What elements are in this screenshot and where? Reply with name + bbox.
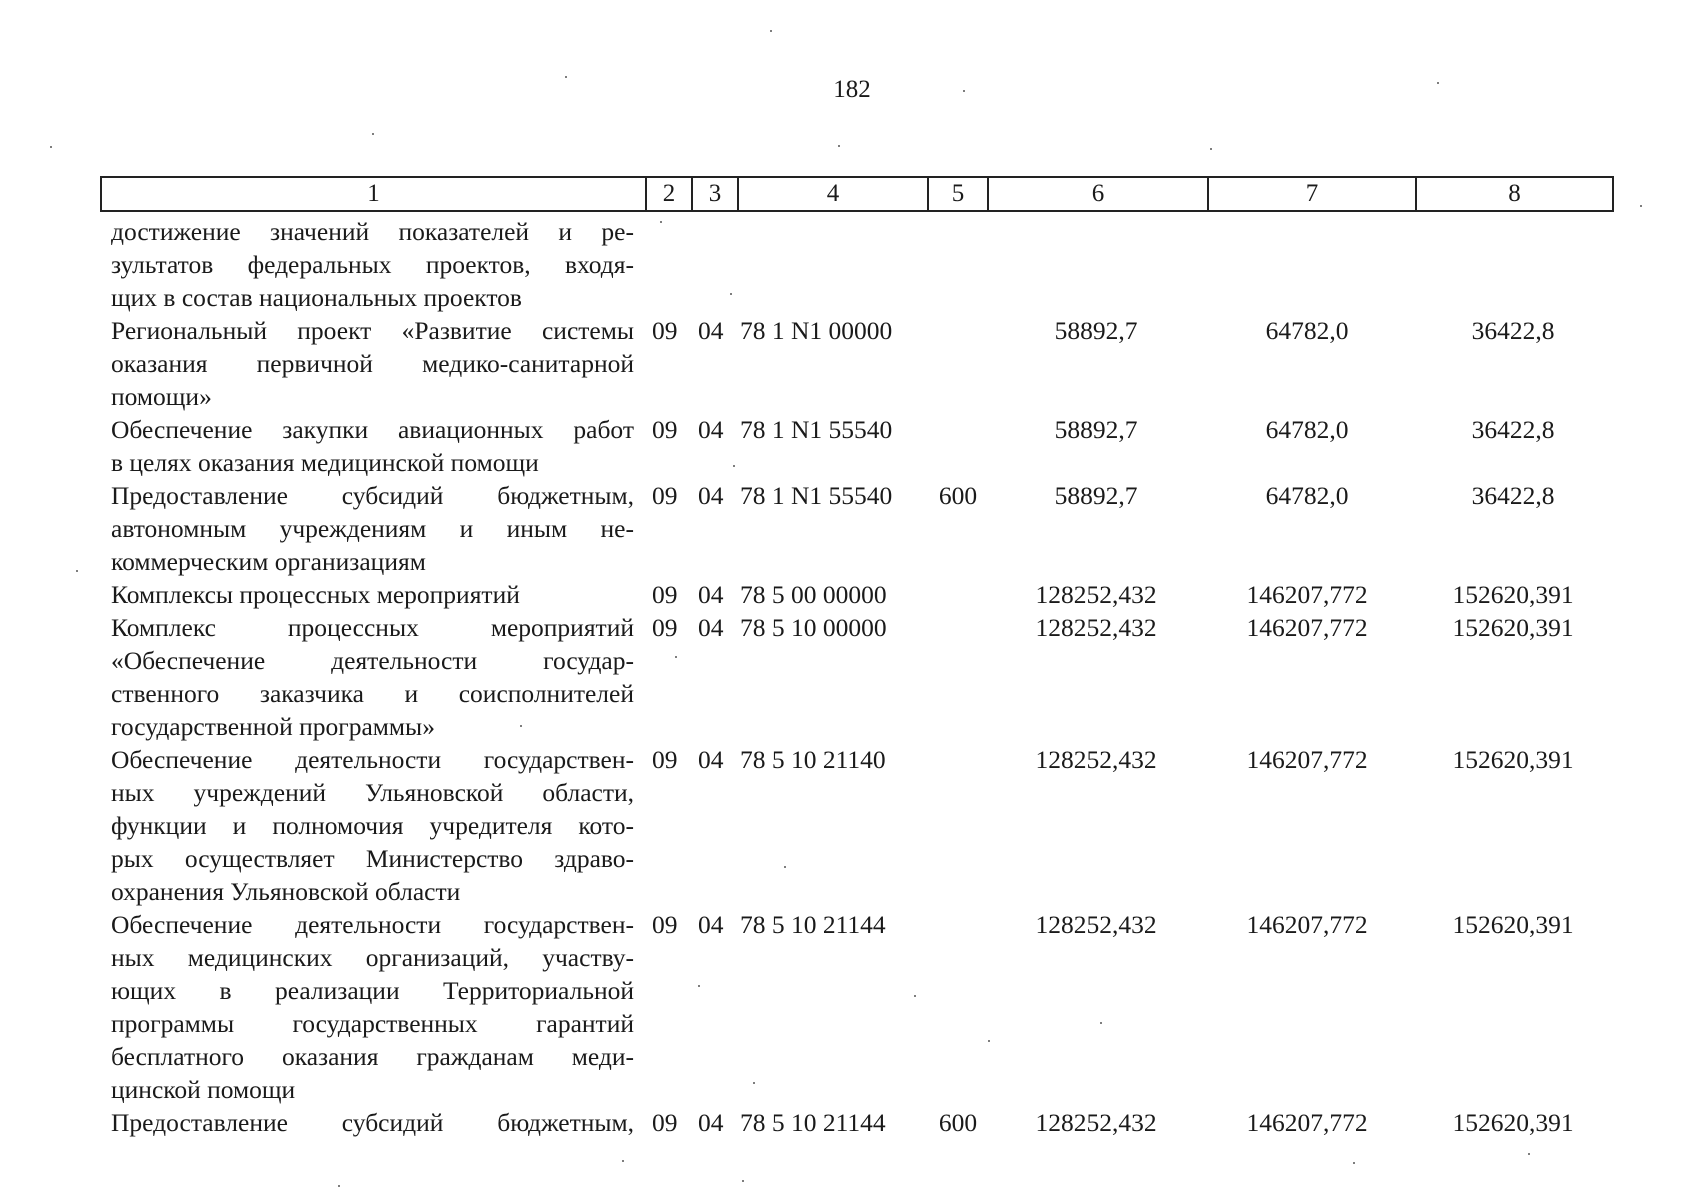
- scan-speck: [1353, 1162, 1355, 1164]
- cell-col-7: 64782,0: [1265, 415, 1349, 444]
- scan-speck: [76, 570, 78, 572]
- cell-col-3: 04: [698, 1108, 724, 1137]
- table-row: [0, 215, 1704, 314]
- row-description: [111, 743, 634, 908]
- scan-speck: [988, 1040, 990, 1042]
- scan-speck: [1640, 205, 1642, 207]
- cell-col-3: 04: [698, 580, 724, 609]
- scan-speck: [622, 1160, 624, 1162]
- description-line: зультатов федеральных проектов, входя-: [111, 250, 634, 279]
- description-line: рых осуществляет Министерство здраво-: [111, 844, 634, 873]
- description-line: Комплексы процессных мероприятий: [111, 580, 520, 609]
- cell-col-2: 09: [652, 1108, 678, 1137]
- cell-col-6: 128252,432: [1035, 745, 1157, 774]
- cell-col-8: 152620,391: [1452, 580, 1574, 609]
- row-description: [111, 1106, 634, 1139]
- description-line: ных учреждений Ульяновской области,: [111, 778, 634, 807]
- cell-col-2: 09: [652, 580, 678, 609]
- cell-col-7: 146207,772: [1246, 745, 1368, 774]
- description-line: достижение значений показателей и ре-: [111, 217, 634, 246]
- cell-col-3: 04: [698, 613, 724, 642]
- cell-col-3: 04: [698, 316, 724, 345]
- table-row: [0, 611, 1704, 743]
- header-col-7: 7: [1207, 178, 1415, 210]
- cell-col-7: 146207,772: [1246, 613, 1368, 642]
- cell-col-2: 09: [652, 910, 678, 939]
- cell-col-6: 58892,7: [1054, 316, 1138, 345]
- scan-speck: [914, 995, 916, 997]
- cell-col-8: 36422,8: [1471, 481, 1555, 510]
- scan-speck: [1100, 1022, 1102, 1024]
- table-row: [0, 578, 1704, 611]
- row-description: [111, 908, 634, 1106]
- cell-col-4: 78 5 10 21144: [740, 1108, 886, 1137]
- scan-speck: [338, 1185, 340, 1187]
- cell-col-2: 09: [652, 415, 678, 444]
- cell-col-2: 09: [652, 481, 678, 510]
- row-description: [111, 479, 634, 578]
- cell-col-4: 78 1 N1 00000: [740, 316, 893, 345]
- scan-speck: [742, 1180, 744, 1182]
- description-line: Предоставление субсидий бюджетным,: [111, 1108, 634, 1137]
- header-col-1: 1: [367, 180, 380, 207]
- cell-col-7: 146207,772: [1246, 580, 1368, 609]
- scan-speck: [733, 465, 735, 467]
- cell-col-8: 152620,391: [1452, 613, 1574, 642]
- table-header: [100, 176, 1614, 212]
- scan-speck: [50, 146, 52, 148]
- cell-col-3: 04: [698, 481, 724, 510]
- scan-speck: [784, 866, 786, 868]
- scan-speck: [1528, 1153, 1530, 1155]
- cell-col-7: 146207,772: [1246, 910, 1368, 939]
- description-line: ющих в реализации Территориальной: [111, 976, 634, 1005]
- table-row: [0, 314, 1704, 413]
- description-line: Обеспечение деятельности государствен-: [111, 910, 634, 939]
- description-line: Региональный проект «Развитие системы: [111, 316, 634, 345]
- description-line: охранения Ульяновской области: [111, 877, 461, 906]
- description-line: щих в состав национальных проектов: [111, 283, 522, 312]
- scan-speck: [372, 133, 374, 135]
- header-col-3: 3: [691, 178, 737, 210]
- table-row: [0, 1106, 1704, 1139]
- description-line: функции и полномочия учредителя кото-: [111, 811, 634, 840]
- cell-col-4: 78 1 N1 55540: [740, 415, 893, 444]
- description-line: государственной программы»: [111, 712, 435, 741]
- scan-speck: [565, 76, 567, 78]
- description-line: программы государственных гарантий: [111, 1009, 634, 1038]
- scan-speck: [520, 725, 522, 727]
- header-col-6: 6: [987, 178, 1207, 210]
- table-row: [0, 743, 1704, 908]
- cell-col-3: 04: [698, 415, 724, 444]
- cell-col-8: 152620,391: [1452, 1108, 1574, 1137]
- cell-col-2: 09: [652, 613, 678, 642]
- scan-speck: [1437, 82, 1439, 84]
- header-col-8: 8: [1415, 178, 1612, 210]
- cell-col-4: 78 5 10 21144: [740, 910, 886, 939]
- row-description: [111, 611, 634, 743]
- table-row: [0, 413, 1704, 479]
- description-line: Обеспечение деятельности государствен-: [111, 745, 634, 774]
- cell-col-2: 09: [652, 316, 678, 345]
- table-row: [0, 908, 1704, 1106]
- cell-col-6: 128252,432: [1035, 580, 1157, 609]
- description-line: Комплекс процессных мероприятий: [111, 613, 634, 642]
- scan-speck: [1210, 148, 1212, 150]
- header-col-5: 5: [927, 178, 987, 210]
- scan-speck: [770, 30, 772, 32]
- cell-col-3: 04: [698, 910, 724, 939]
- cell-col-7: 146207,772: [1246, 1108, 1368, 1137]
- cell-col-7: 64782,0: [1265, 316, 1349, 345]
- description-line: ственного заказчика и соисполнителей: [111, 679, 634, 708]
- cell-col-5: 600: [938, 481, 978, 510]
- page-number: 182: [833, 76, 871, 103]
- scan-speck: [698, 985, 700, 987]
- cell-col-4: 78 5 00 00000: [740, 580, 887, 609]
- cell-col-7: 64782,0: [1265, 481, 1349, 510]
- cell-col-5: 600: [938, 1108, 978, 1137]
- cell-col-6: 58892,7: [1054, 481, 1138, 510]
- header-col-2: 2: [645, 178, 691, 210]
- scan-speck: [730, 293, 732, 295]
- cell-col-3: 04: [698, 745, 724, 774]
- cell-col-8: 152620,391: [1452, 745, 1574, 774]
- row-description: [111, 413, 634, 479]
- cell-col-6: 58892,7: [1054, 415, 1138, 444]
- table-body: [0, 215, 1704, 1139]
- description-line: в целях оказания медицинской помощи: [111, 448, 539, 477]
- scan-speck: [753, 1082, 755, 1084]
- description-line: цинской помощи: [111, 1075, 296, 1104]
- description-line: бесплатного оказания гражданам меди-: [111, 1042, 634, 1071]
- cell-col-6: 128252,432: [1035, 613, 1157, 642]
- row-description: [111, 215, 634, 314]
- scan-speck: [963, 90, 965, 92]
- row-description: [111, 314, 634, 413]
- cell-col-8: 36422,8: [1471, 316, 1555, 345]
- cell-col-4: 78 5 10 00000: [740, 613, 887, 642]
- cell-col-4: 78 5 10 21140: [740, 745, 886, 774]
- row-description: [111, 578, 634, 611]
- description-line: Предоставление субсидий бюджетным,: [111, 481, 634, 510]
- cell-col-8: 36422,8: [1471, 415, 1555, 444]
- scan-speck: [838, 145, 840, 147]
- cell-col-8: 152620,391: [1452, 910, 1574, 939]
- description-line: коммерческим организациям: [111, 547, 426, 576]
- description-line: помощи»: [111, 382, 212, 411]
- scan-speck: [675, 656, 677, 658]
- cell-col-4: 78 1 N1 55540: [740, 481, 893, 510]
- table-row: [0, 479, 1704, 578]
- description-line: ных медицинских организаций, участву-: [111, 943, 634, 972]
- cell-col-6: 128252,432: [1035, 1108, 1157, 1137]
- cell-col-6: 128252,432: [1035, 910, 1157, 939]
- header-col-4: 4: [737, 178, 927, 210]
- description-line: «Обеспечение деятельности государ-: [111, 646, 634, 675]
- cell-col-2: 09: [652, 745, 678, 774]
- description-line: автономным учреждениям и иным не-: [111, 514, 634, 543]
- description-line: оказания первичной медико-санитарной: [111, 349, 634, 378]
- scan-speck: [660, 221, 662, 223]
- description-line: Обеспечение закупки авиационных работ: [111, 415, 634, 444]
